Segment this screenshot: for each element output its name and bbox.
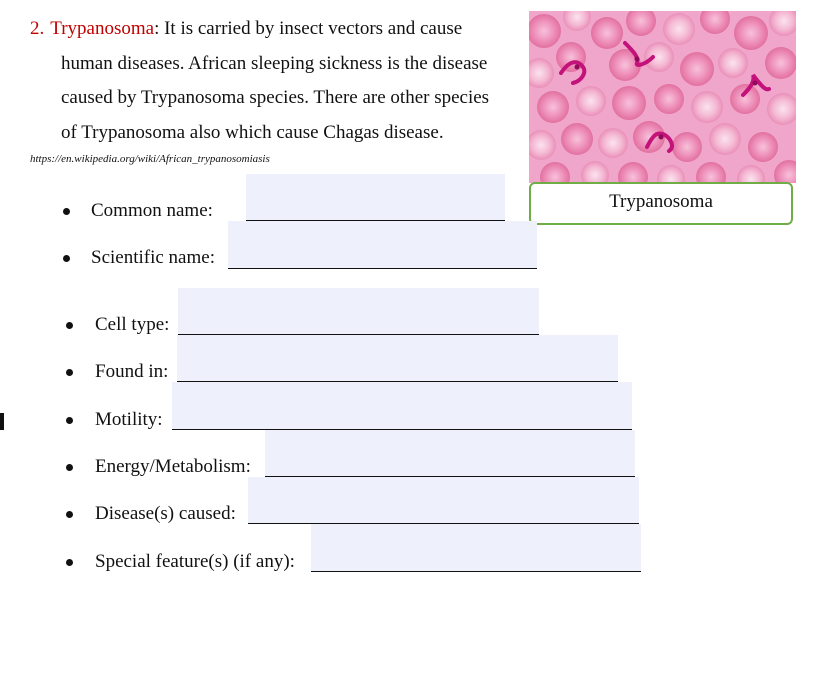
source-url: https://en.wikipedia.org/wiki/African_trypanosomiasis (30, 153, 270, 165)
text-cursor-mark (0, 413, 4, 430)
intro-line-2: human diseases. African sleeping sickness is the disease (61, 52, 488, 74)
bullet-icon (66, 417, 73, 424)
bullet-icon (66, 511, 73, 518)
trypanosoma-micrograph (529, 11, 796, 183)
field-label-common-name: Common name: (91, 200, 213, 221)
cell-type-input[interactable] (178, 288, 539, 335)
found-in-input[interactable] (177, 335, 618, 382)
intro-paragraph (30, 12, 520, 150)
field-label-energy-metabolism: Energy/Metabolism: (95, 456, 251, 477)
bullet-icon (66, 464, 73, 471)
blood-smear-image (529, 11, 796, 183)
bullet-icon (66, 559, 73, 566)
bullet-icon (63, 255, 70, 262)
field-label-scientific-name: Scientific name: (91, 247, 215, 268)
field-label-diseases-caused: Disease(s) caused: (95, 503, 236, 524)
question-number: 2. (30, 18, 45, 39)
intro-line-1 (30, 12, 520, 47)
field-label-found-in: Found in: (95, 361, 169, 382)
energy-metabolism-input[interactable] (265, 430, 635, 477)
bullet-icon (66, 322, 73, 329)
field-label-special-features: Special feature(s) (if any): (95, 551, 295, 572)
image-caption: Trypanosoma (529, 182, 793, 225)
bullet-icon (66, 369, 73, 376)
field-label-cell-type: Cell type: (95, 314, 170, 335)
special-features-input[interactable] (311, 524, 641, 572)
motility-input[interactable] (172, 382, 632, 430)
intro-line-1-text: : It is carried by insect vectors and cause (154, 18, 463, 39)
organism-term: Trypanosoma (50, 18, 155, 39)
intro-line-3: caused by Trypanosoma species. There are other species (61, 87, 490, 108)
scientific-name-input[interactable] (228, 221, 537, 269)
field-label-motility: Motility: (95, 409, 163, 430)
common-name-input[interactable] (246, 174, 505, 221)
intro-line-4: of Trypanosoma also which cause Chagas disease. (61, 121, 444, 143)
diseases-caused-input[interactable] (248, 477, 639, 524)
bullet-icon (63, 208, 70, 215)
